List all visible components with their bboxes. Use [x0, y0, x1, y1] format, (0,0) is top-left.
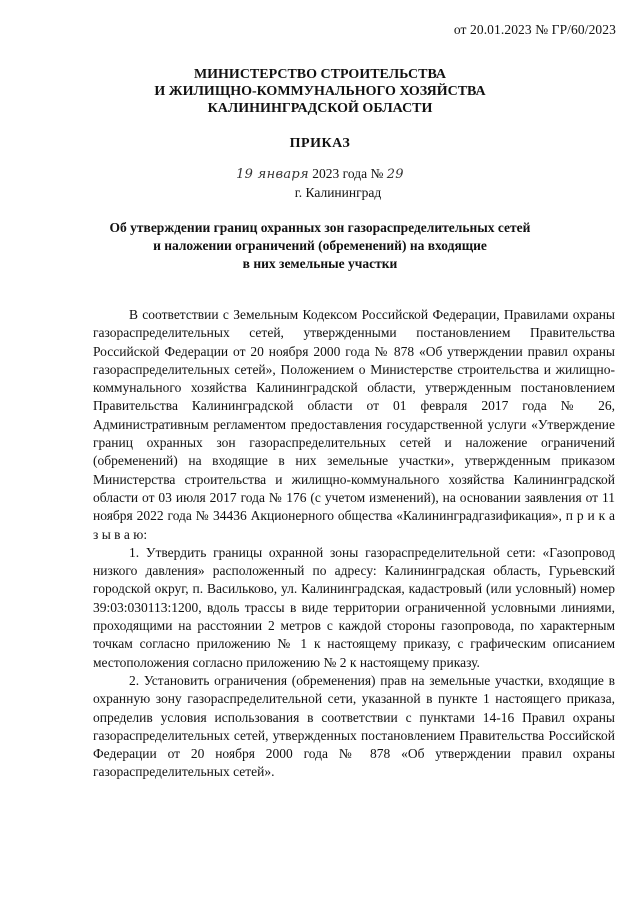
order-body	[93, 306, 615, 782]
ministry-line-3: КАЛИНИНГРАДСКОЙ ОБЛАСТИ	[207, 101, 433, 116]
handwritten-order-number: 29	[386, 167, 404, 182]
clause-1-paragraph: 1. Утвердить границы охранной зоны газораспределительной сети: «Газопровод низкого давления» расположенный по адресу: Калининградская область, Гурьевский городской округ, п. Васильково, ул. Калининградская, кадастровый (или условный) номер 39:03:030113:1200, вдоль трассы в виде территории ограниченной условными линиями, проходящими на расстоянии 2 метров с каждой стороны газопровода, по характерным точкам согласно приложению № 1 к настоящему приказу, с графическим описанием местоположения согласно приложению № 2 к настоящему приказу.	[93, 544, 615, 670]
city: г. Калининград	[294, 185, 382, 200]
subject-line-2: и наложении ограничений (обременений) на входящие	[153, 238, 487, 253]
order-title: ПРИКАЗ	[289, 136, 351, 151]
clause-2-paragraph: 2. Установить ограничения (обременения) прав на земельные участки, входящие в охранную зону газораспределительной сети, указанной в пункте 1 настоящего приказа, определив условия использования в соответствии с пунктами 14-16 Правил охраны газораспределительных сетей, утвержденных постановлением Правительства Российской Федерации от 20 ноября 2000 года № 878 «Об утверждении правил охраны газораспределительных сетей».	[93, 672, 615, 780]
ministry-line-2: И ЖИЛИЩНО-КОММУНАЛЬНОГО ХОЗЯЙСТВА	[154, 84, 486, 99]
subject-line-3: в них земельные участки	[242, 256, 398, 271]
order-year-text: 2023 года №	[312, 166, 384, 181]
order-date-line	[0, 166, 640, 182]
subject-line-1: Об утверждении границ охранных зон газораспределительных сетей	[109, 220, 531, 235]
registration-number: от 20.01.2023 № ГР/60/2023	[453, 22, 616, 37]
ministry-line-1: МИНИСТЕРСТВО СТРОИТЕЛЬСТВА	[193, 67, 447, 82]
handwritten-date: 19 января	[236, 167, 309, 182]
ministry-header	[0, 66, 640, 117]
preamble-paragraph: В соответствии с Земельным Кодексом Российской Федерации, Правилами охраны газораспределительных сетей, утвержденными постановлением Правительства Российской Федерации от 20 ноября 2000 года № 878 «Об утверждении правил охраны газораспределительных сетей», Положением о Министерстве строительства и жилищно-коммунального хозяйства Калининградской области, утвержденным постановлением Правительства Калининградской области от 01 февраля 2017 года № 26, Административным регламентом предоставления государственной услуги «Утверждение границ охранных зон газораспределительных сетей и наложение ограничений (обременений) на входящие в них земельные участки», утвержденным приказом Министерства строительства и жилищно-коммунального хозяйства Калининградской области от 03 июля 2017 года № 176 (с учетом изменений), на основании заявления от 11 ноября 2022 года № 34436 Акционерного общества «Калининградгазификация», п р и к а з ы в а ю:	[93, 307, 615, 542]
order-subject	[0, 219, 640, 273]
